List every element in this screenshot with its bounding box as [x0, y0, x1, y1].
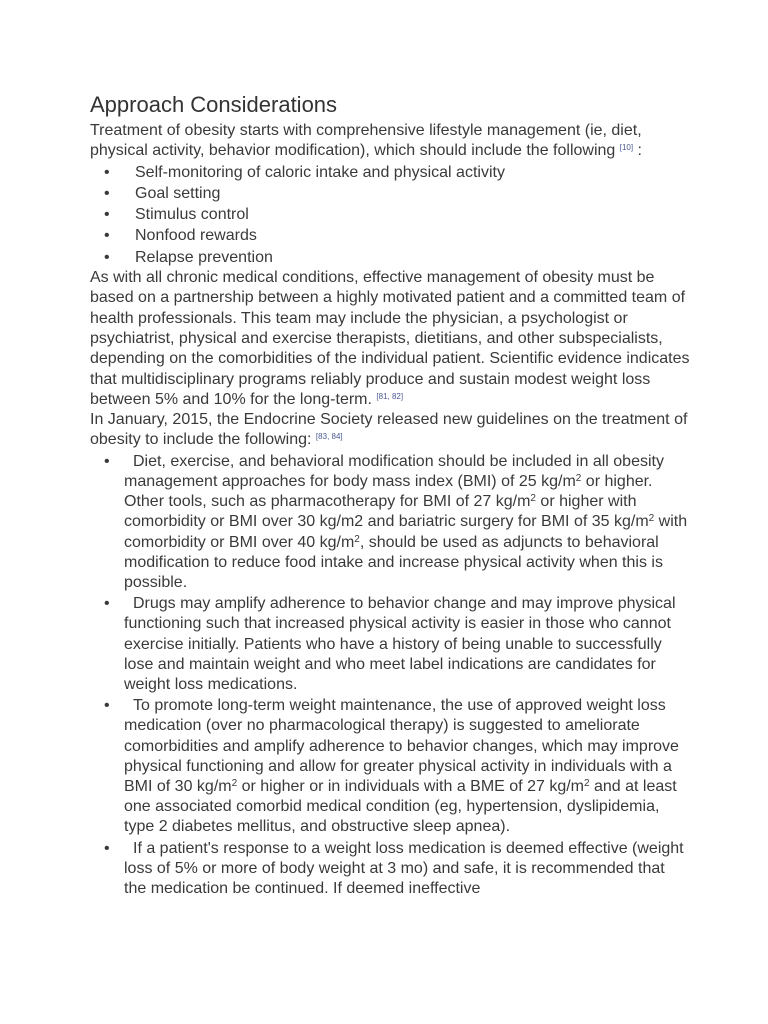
list-item: [90, 839, 690, 900]
guideline-text: Diet, exercise, and behavioral modification should be included in all obesity management approaches for body mass index (BMI) of 25 kg/m: [124, 452, 664, 490]
article-body: [90, 92, 690, 900]
team-paragraph: [90, 268, 690, 410]
guideline-text: with comorbidity or BMI over 40 kg/m: [124, 513, 688, 551]
superscript: 2: [231, 778, 238, 789]
list-item: [90, 452, 690, 593]
bracket: ]: [400, 391, 404, 401]
reference-link[interactable]: 83: [318, 432, 328, 442]
separator: ,: [327, 432, 332, 442]
guideline-text: Drugs may amplify adherence to behavior change and may improve physical functioning such that increased physical activity is easier in those who cannot exercise initially. Patients who have a history of being unable to successfully lose and maintain weight and who meet label indications are candidates for weight loss medications.: [124, 595, 676, 693]
superscript: 2: [354, 533, 360, 545]
lifestyle-list: [90, 162, 690, 268]
superscript: 2: [575, 472, 582, 484]
intro-tail: :: [637, 142, 642, 160]
list-item: • Relapse prevention: [90, 247, 690, 268]
guidelines-paragraph: [90, 410, 690, 451]
intro-text: Treatment of obesity starts with comprehensive lifestyle management (ie, diet, physical activity, behavior modification), which should include the following: [90, 122, 642, 160]
guideline-text: , should be used as adjuncts to behavioral modification to reduce food intake and increase physical activity when this is possible.: [124, 533, 663, 591]
guideline-text: or higher. Other tools, such as pharmacotherapy for BMI of 27 kg/m: [124, 472, 653, 511]
guideline-text: or higher or in individuals with a BME of 27 kg/m: [237, 778, 584, 795]
guidelines-list: [90, 452, 690, 899]
page-title: Approach Considerations: [90, 92, 338, 117]
superscript: 2: [583, 778, 590, 789]
reference-link[interactable]: 82: [391, 391, 401, 401]
list-item: [90, 696, 690, 837]
superscript: 2: [648, 513, 655, 525]
list-item: • Nonfood rewards: [90, 225, 690, 246]
list-item: [90, 594, 690, 695]
list-item: • Self-monitoring of caloric intake and physical activity: [90, 162, 690, 183]
reference-group: [376, 392, 403, 401]
guideline-text: or higher with comorbidity or BMI over 30 kg/m2 and bariatric surgery for BMI of 35 kg/m: [124, 493, 649, 531]
bracket: ]: [340, 432, 343, 442]
separator: ,: [387, 391, 392, 401]
bracket: [: [315, 432, 319, 442]
guideline-text: To promote long-term weight maintenance, the use of approved weight loss medication (over no pharmacological therapy) is suggested to ameliorate comorbidities and amplify adherence to behavior changes, which may improve physical functioning and allow for greater physical activity in individuals with a BMI of 30 kg/m: [124, 697, 679, 795]
guideline-text: If a patient's response to a weight loss medication is deemed effective (weight loss of 5% or more of body weight at 3 mo) and safe, it is recommended that the medication be continued. If deemed ineffective: [124, 839, 684, 898]
reference-link[interactable]: [10]: [619, 143, 634, 153]
paragraph-text: In January, 2015, the Endocrine Society released new guidelines on the treatment of obesity to include the following:: [90, 411, 688, 449]
list-item: • Stimulus control: [90, 204, 690, 225]
guideline-text: and at least one associated comorbid medical condition (eg, hypertension, dyslipidemia, type 2 diabetes mellitus, and obstructive sleep apnea).: [124, 778, 677, 836]
list-item: • Goal setting: [90, 183, 690, 204]
bracket: [: [376, 391, 379, 401]
paragraph-text: As with all chronic medical conditions, effective management of obesity must be based on a partnership between a highly motivated patient and a committed team of health professionals. This team may include the physician, a psychologist or psychiatrist, physical and exercise therapists, dietitians, and other subspecialists, depending on the comorbidities of the individual patient. Scientific evidence indicates that multidisciplinary programs reliably produce and sustain modest weight loss between 5% and 10% for the long-term.: [90, 269, 690, 408]
reference-group: [316, 432, 343, 441]
superscript: 2: [530, 493, 536, 505]
reference-link[interactable]: 81: [378, 391, 388, 401]
intro-paragraph: [90, 121, 690, 162]
reference-link[interactable]: 84: [331, 432, 341, 442]
